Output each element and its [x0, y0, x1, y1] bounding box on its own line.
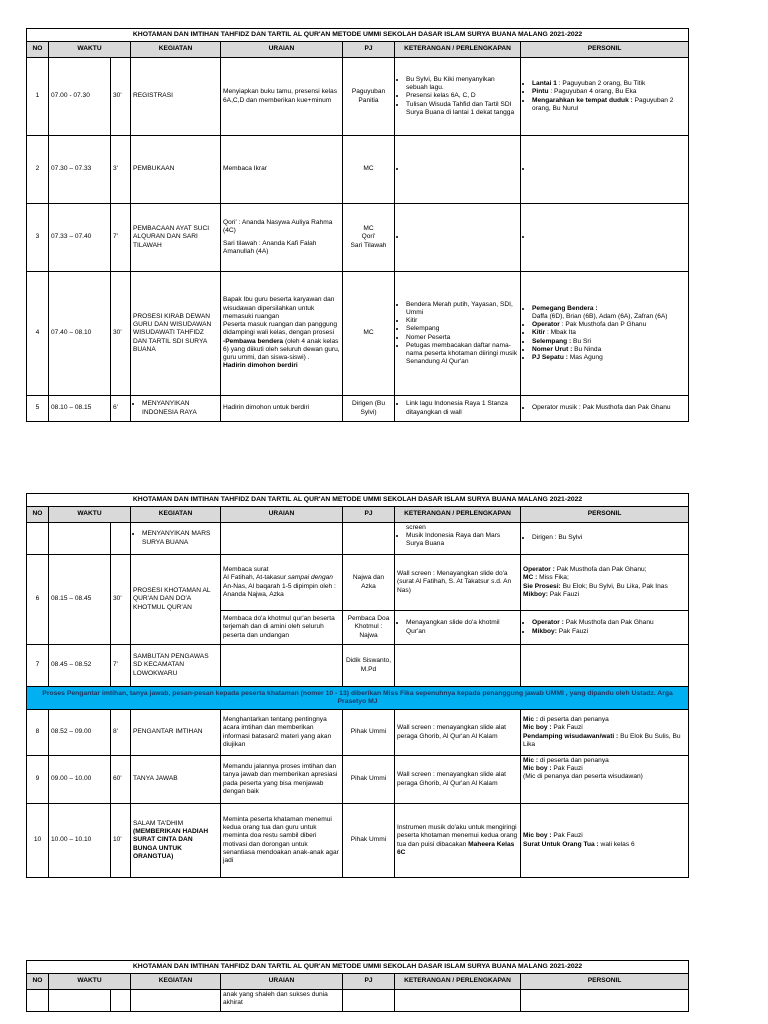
row-uraian: Bapak Ibu guru beserta karyawan dan wisudawan dipersilahkan untuk memasuki ruangan Peserta masuk ruangan dan panggung didampingi wali kelas, dengan prosesi -Pembawa bendera (oleh 4 anak kelas 6) yang diikuti oleh seluruh dewan guru, guru ummi, dan siswa-siswi) . Hadirin dimohon berdiri	[221, 272, 343, 396]
row-pj: MC Qori' Sari Tilawah	[343, 204, 395, 272]
header-uraian: URAIAN	[221, 42, 343, 58]
table-row: 3 07.33 – 07.40 7' PEMBACAAN AYAT SUCI ALQURAN DAN SARI TILAWAH Qori' : Ananda Nasywa Auliya Rahma (4C) Sari tilawah : Ananda Kafi Falah Amanullah (4A) MC Qori' Sari Tilawah • •	[27, 204, 689, 272]
table-row: 4 07.40 – 08.10 30' PROSESI KIRAB DEWAN GURU DAN WISUDAWAN WISUDAWATI TAHFIDZ DAN TARTIL SDI SURYA BUANA Bapak Ibu guru beserta karyawan dan wisudawan dipersilahkan untuk memasuki ruangan Peserta masuk ruangan dan panggung didampingi wali kelas, dengan prosesi -Pembawa bendera (oleh 4 anak kelas 6) yang diikuti oleh seluruh dewan guru, guru ummi, dan siswa-siswi) . Hadirin dimohon berdiri MC • Bendera Merah putih, Yayasan, SDI, Ummi • Kitir • Selempang • Nomer Peserta • Petugas membacakan daftar nama-nama peserta khotaman diiringi musik Senandung Al Qur'an • Pemegang Bendera : Daffa (6D), Brian (6B), Adam (6A), Zafran (6A) • Operator : Pak Musthofa dan P Ghanu • Kitir : Mbak Ita • Selempang : Bu Sri • Nomer Urut : Bu Ninda • PJ Sepatu : Mas Agung	[27, 272, 689, 396]
table-title: KHOTAMAN DAN IMTIHAN TAHFIDZ DAN TARTIL AL QUR'AN METODE UMMI SEKOLAH DASAR ISLAM SURYA BUANA MALANG 2021-2022	[27, 29, 689, 42]
list-item: • Nomer Peserta	[406, 334, 518, 342]
section-banner: Proses Pengantar imtihan, tanya jawab, pesan-pesan kepada peserta khataman (nomer 10 - 13) diberikan Miss Fika sepenuhnya kepada penanggung jawab UMMI , yang dipandu oleh Ustadz. Arga Prasetyo MJ	[27, 687, 689, 710]
table-row: Membaca do'a khotmul qur'an beserta terjemah dan di amini oleh seluruh peserta dan undangan Pembaca Doa Khotmul : Najwa • Menayangkan slide do'a khotmil Qur'an • Operator : Pak Musthofa dan Pak Ghanu • Mikboy: Pak Fauzi	[27, 611, 689, 645]
row-keterangan	[395, 204, 521, 272]
table-row: 9 09.00 – 10.00 60' TANYA JAWAB Memandu jalannya proses imtihan dan tanya jawab dan memberikan apresiasi pada peserta yang bisa menjawab dengan baik Pihak Ummi Wall screen : menayangkan slide alat peraga Ghorib, Al Qur'an Al Kalam Mic : di peserta dan penanya Mic boy : Pak Fauzi (Mic di penanya dan peserta wisudawan)	[27, 756, 689, 804]
row-kegiatan: REGISTRASI	[131, 58, 221, 136]
table-row: anak yang shaleh dan sukses dunia akhirat	[27, 990, 689, 1012]
row-keterangan: • Menayangkan slide do'a khotmil Qur'an	[395, 611, 521, 645]
schedule-table-page-1	[26, 28, 689, 422]
header-personil: PERSONIL	[521, 42, 689, 58]
row-durasi: 30'	[111, 58, 131, 136]
table-title: KHOTAMAN DAN IMTIHAN TAHFIDZ DAN TARTIL AL QUR'AN METODE UMMI SEKOLAH DASAR ISLAM SURYA BUANA MALANG 2021-2022	[27, 961, 689, 974]
list-item: • Nomer Urut : Bu Ninda	[532, 346, 686, 354]
row-personil	[521, 204, 689, 272]
table-row: 8 08.52 – 09.00 8' PENGANTAR IMTIHAN Menghantarkan tentang pentingnya acara imtihan dan memberikan informasi batasan2 materi yang akan diujikan Pihak Ummi Wall screen : menayangkan slide alat peraga Ghorib, Al Qur'an Al Kalam Mic : di peserta dan penanya Mic boy : Pak Fauzi Pendamping wisudawan/wati : Bu Elok Bu Sulis, Bu Lika	[27, 710, 689, 756]
table-row	[27, 58, 689, 136]
list-item: • Presensi kelas 6A, C, D	[406, 92, 518, 100]
table-row: 2 07.30 – 07.33 3' PEMBUKAAN Membaca Ikrar MC • •	[27, 136, 689, 204]
list-item: • Mengarahkan ke tempat duduk : Paguyuban 2 orang, Bu Nurul	[532, 97, 686, 113]
row-keterangan: Instrumen musik do'aku untuk mengiringi peserta khotaman menemui kedua orang tua dan puisi dibacakan Maheera Kelas 6C	[395, 804, 521, 878]
row-keterangan	[395, 58, 521, 136]
row-waktu: 07.00 - 07.30	[49, 58, 111, 136]
list-item: • Bendera Merah putih, Yayasan, SDI, Ummi	[406, 301, 518, 317]
schedule-table-page-3	[26, 960, 689, 1012]
list-item: • Pintu : Paguyuban 4 orang, Bu Eka	[532, 88, 686, 96]
row-pj: Paguyuban Panitia	[343, 58, 395, 136]
header-no: NO	[27, 42, 49, 58]
list-item: • Kitir	[406, 317, 518, 325]
row-no: 1	[27, 58, 49, 136]
row-personil: • Dirigen : Bu Sylvi	[521, 523, 689, 555]
list-item: • Kitir : Mbak Ita	[532, 329, 686, 337]
list-item	[532, 165, 686, 173]
list-item: • Petugas membacakan daftar nama-nama peserta khotaman diiringi musik Senandung Al Qur'an	[406, 342, 518, 367]
list-item	[532, 233, 686, 241]
row-personil: • Operator : Pak Musthofa dan Pak Ghanu • Mikboy: Pak Fauzi	[521, 611, 689, 645]
table-title: KHOTAMAN DAN IMTIHAN TAHFIDZ DAN TARTIL AL QUR'AN METODE UMMI SEKOLAH DASAR ISLAM SURYA BUANA MALANG 2021-2022	[27, 494, 689, 507]
row-keterangan	[395, 136, 521, 204]
row-personil	[521, 272, 689, 396]
list-item: • PJ Sepatu : Mas Agung	[532, 354, 686, 362]
table-row: 6 08.15 – 08.45 30' PROSESI KHOTAMAN AL QUR'AN DAN DO'A KHOTMUL QUR'AN Membaca surat Al Fatihah, At-takasur sampai dengan An-Nas, Al baqarah 1-5 dipimpin oleh : Ananda Najwa, Azka Najwa dan Azka Wall screen : Menayangkan slide do'a (surat Al Fatihah, S. At Takatsur s.d. An Nas) Operator : Pak Musthofa dan Pak Ghanu; MC : Miss Fika; Sie Prosesi: Bu Elok; Bu Sylvi, Bu Lika, Pak Inas Mikboy: Pak Fauzi	[27, 555, 689, 611]
list-item	[406, 165, 518, 173]
list-item: • Operator : Pak Musthofa dan P Ghanu	[532, 321, 686, 329]
row-kegiatan: • MENYANYIKAN MARS SURYA BUANA	[131, 523, 221, 555]
row-personil	[521, 136, 689, 204]
table-row: 10 10.00 – 10.10 10' SALAM TA'DHIM (MEMBERIKAN HADIAH SURAT CINTA DAN BUNGA UNTUK ORANGTUA) Meminta peserta khataman menemui kedua orang tua dan guru untuk meminta doa restu sambil diberi motivasi dan dorongan untuk senantiasa mendoakan anak-anak agar jadi Pihak Ummi Instrumen musik do'aku untuk mengiringi peserta khotaman menemui kedua orang tua dan puisi dibacakan Maheera Kelas 6C Mic boy : Pak Fauzi Surat Untuk Orang Tua : wali kelas 6	[27, 804, 689, 878]
row-kegiatan: SALAM TA'DHIM (MEMBERIKAN HADIAH SURAT CINTA DAN BUNGA UNTUK ORANGTUA)	[131, 804, 221, 878]
row-personil: Mic boy : Pak Fauzi Surat Untuk Orang Tua : wali kelas 6	[521, 804, 689, 878]
list-item: • Selempang : Bu Sri	[532, 338, 686, 346]
table-row: 7 08.45 – 08.52 7' SAMBUTAN PENGAWAS SD KECAMATAN LOWOKWARU Didik Siswanto, M.Pd	[27, 645, 689, 687]
header-pj: PJ	[343, 42, 395, 58]
table-header: NO WAKTU KEGIATAN URAIAN PJ KETERANGAN / PERLENGKAPAN PERSONIL	[27, 507, 689, 523]
table-header: NO WAKTU KEGIATAN URAIAN PJ KETERANGAN / PERLENGKAPAN PERSONIL	[27, 974, 689, 990]
row-uraian: Membaca surat Al Fatihah, At-takasur sampai dengan An-Nas, Al baqarah 1-5 dipimpin oleh : Ananda Najwa, Azka	[221, 555, 343, 611]
row-keterangan: • Link lagu Indonesia Raya 1 Stanza ditayangkan di wall	[395, 396, 521, 422]
row-personil: Mic : di peserta dan penanya Mic boy : Pak Fauzi (Mic di penanya dan peserta wisudawan)	[521, 756, 689, 804]
row-personil	[521, 58, 689, 136]
table-row	[27, 523, 689, 555]
row-keterangan: screen • Musik Indonesia Raya dan Mars Surya Buana	[395, 523, 521, 555]
row-uraian: Qori' : Ananda Nasywa Auliya Rahma (4C) Sari tilawah : Ananda Kafi Falah Amanullah (4A)	[221, 204, 343, 272]
header-keterangan: KETERANGAN / PERLENGKAPAN	[395, 42, 521, 58]
list-item: • Bu Sylvi, Bu Kiki menyanyikan sebuah lagu.	[406, 76, 518, 92]
row-personil: Operator : Pak Musthofa dan Pak Ghanu; MC : Miss Fika; Sie Prosesi: Bu Elok; Bu Sylvi, Bu Lika, Pak Inas Mikboy: Pak Fauzi	[521, 555, 689, 611]
row-personil: Mic : di peserta dan penanya Mic boy : Pak Fauzi Pendamping wisudawan/wati : Bu Elok Bu Sulis, Bu Lika	[521, 710, 689, 756]
header-kegiatan: KEGIATAN	[131, 42, 221, 58]
schedule-table-page-2	[26, 493, 689, 878]
table-row: 5 08.10 – 08.15 6' • MENYANYIKAN INDONESIA RAYA Hadirin dimohon untuk berdiri Dirigen (Bu Sylvi) • Link lagu Indonesia Raya 1 Stanza ditayangkan di wall • Operator musik : Pak Musthofa dan Pak Ghanu	[27, 396, 689, 422]
table-header	[27, 42, 689, 58]
list-item: • Lantai 1 : Paguyuban 2 orang, Bu Titik	[532, 80, 686, 88]
row-uraian: Menyiapkan buku tamu, presensi kelas 6A,C,D dan memberikan kue+minum	[221, 58, 343, 136]
list-item: • Tulisan Wisuda Tahfid dan Tartil SDI Surya Buana di lantai 1 dekat tangga	[406, 101, 518, 117]
list-item: • Pemegang Bendera : Daffa (6D), Brian (6B), Adam (6A), Zafran (6A)	[532, 305, 686, 321]
row-kegiatan: • MENYANYIKAN INDONESIA RAYA	[131, 396, 221, 422]
row-keterangan	[395, 272, 521, 396]
row-personil: • Operator musik : Pak Musthofa dan Pak Ghanu	[521, 396, 689, 422]
list-item: • Selempang	[406, 325, 518, 333]
list-item	[406, 233, 518, 241]
header-waktu: WAKTU	[49, 42, 131, 58]
